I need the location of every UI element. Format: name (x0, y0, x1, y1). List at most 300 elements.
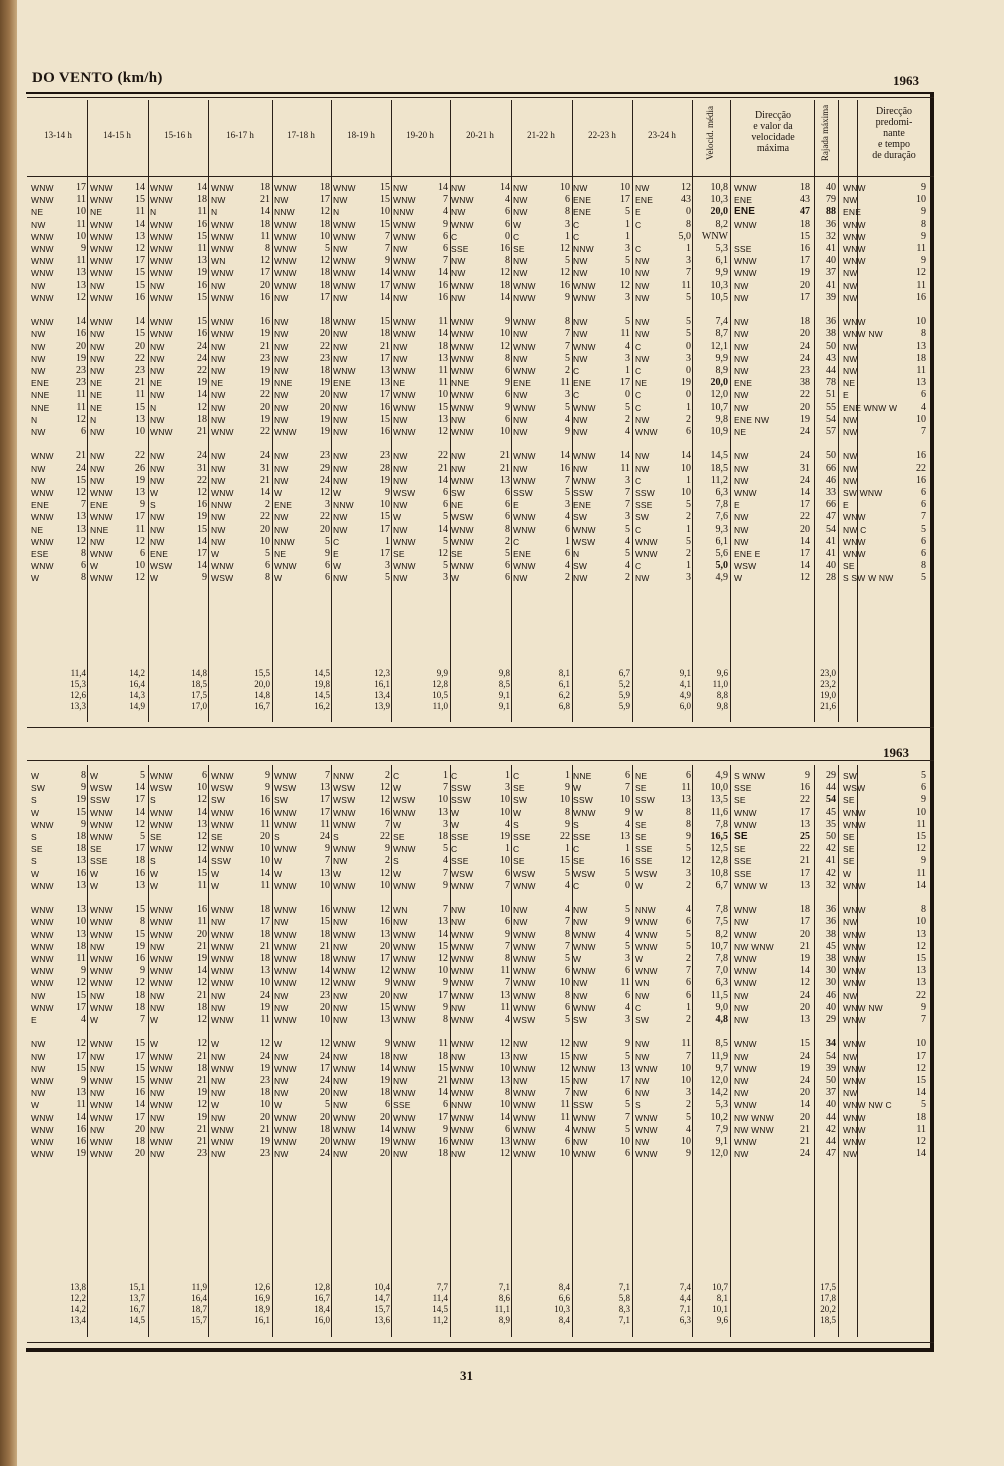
wind-speed: 16 (380, 916, 390, 928)
velocidade-media: 11,6 (710, 806, 728, 818)
velocidade-media: 6,7 (715, 879, 728, 891)
wind-speed: 9 (443, 879, 448, 891)
direccao-predominante: WNW (843, 807, 866, 818)
wind-direction: WNW (90, 195, 113, 206)
wind-speed: 14 (197, 806, 207, 818)
direccao-maxima: ENE (734, 195, 753, 206)
table-row (0, 965, 1004, 977)
wind-speed: 6 (443, 243, 448, 254)
direccao-predominante: WNW (843, 941, 866, 952)
wind-direction: NW (333, 856, 348, 867)
direccao-predominante: WNW NW (843, 1002, 883, 1013)
wind-speed: 9 (81, 965, 86, 977)
wind-direction: WNW (513, 1149, 536, 1160)
table-row (0, 389, 1004, 401)
wind-direction: NW (393, 524, 408, 535)
wind-direction: WNW (393, 427, 416, 437)
wind-direction: WNW (333, 807, 356, 818)
wind-direction: NW (150, 1002, 165, 1013)
wind-direction: NW (150, 366, 165, 376)
wind-speed: 4 (565, 1123, 570, 1135)
wind-speed: 18 (260, 218, 270, 230)
wind-speed: 13 (380, 1014, 390, 1025)
header-line: e valor da (753, 121, 793, 132)
wind-speed: 9 (686, 831, 691, 842)
wind-direction: WNW (90, 966, 113, 977)
wind-speed: 6 (565, 548, 570, 559)
wind-direction: ENE (573, 195, 592, 206)
wind-speed: 12 (197, 1014, 207, 1025)
wind-speed: 5 (443, 511, 448, 523)
wind-speed: 4 (565, 879, 570, 891)
wind-speed: 6 (625, 1087, 630, 1099)
direccao-predominante: WNW (843, 512, 866, 523)
wind-speed: 14 (135, 782, 145, 794)
duracao: 11 (916, 1123, 926, 1135)
wind-direction: W (451, 807, 460, 818)
wind-direction: WNW (211, 966, 234, 977)
wind-speed: 5 (140, 831, 145, 842)
wind-speed: 12 (76, 535, 86, 547)
velocidade-media-label: Velocid. média (705, 106, 715, 160)
wind-speed: 5 (625, 548, 630, 559)
direccao-maxima: NW (734, 524, 749, 535)
wind-speed: 20 (260, 1111, 270, 1123)
wind-speed: 8 (505, 1087, 510, 1099)
wind-direction: WNW (274, 929, 297, 940)
wind-speed: 17 (197, 548, 207, 559)
wind-direction: W (90, 1015, 99, 1025)
wind-speed: 4 (686, 1123, 691, 1135)
wind-direction: NW (333, 414, 348, 425)
wind-direction: WNW (211, 844, 234, 855)
wind-speed: 3 (385, 560, 390, 572)
wind-speed: 10 (500, 855, 510, 867)
rajada-maxima: 46 (826, 474, 836, 486)
velocidade-maxima: 15 (800, 230, 810, 242)
wind-speed: 6 (565, 1001, 570, 1013)
wind-direction: WNW (90, 978, 113, 989)
wind-speed: 5 (140, 770, 145, 781)
wind-speed: 5 (625, 1050, 630, 1062)
wind-direction: W (274, 856, 283, 867)
wind-speed: 20 (320, 1001, 330, 1013)
wind-speed: 10 (260, 1099, 270, 1111)
wind-speed: 4 (565, 511, 570, 523)
wind-direction: NW (393, 917, 408, 928)
wind-direction: NW (90, 1088, 105, 1099)
wind-speed: 18 (320, 316, 330, 328)
wind-speed: 5 (625, 523, 630, 535)
header-line: nante (883, 128, 905, 139)
velocidade-maxima: 22 (800, 843, 810, 855)
direccao-predominante: WNW (843, 1039, 866, 1050)
wind-speed: 11 (76, 1099, 86, 1111)
wind-speed: 16 (197, 328, 207, 340)
velocidade-maxima: 31 (800, 462, 810, 474)
wind-direction: WNW (274, 807, 297, 818)
velocidade-maxima: 17 (800, 806, 810, 818)
wind-speed: 12 (320, 1038, 330, 1050)
wind-speed: 20 (135, 1123, 145, 1135)
wind-direction: NW (393, 463, 408, 474)
wind-direction: WNW (635, 1149, 658, 1160)
wind-speed: 14 (380, 267, 390, 279)
wind-speed: 8 (265, 243, 270, 254)
wind-speed: 6 (81, 560, 86, 572)
wind-direction: NW (211, 341, 226, 352)
wind-speed: 14 (500, 182, 510, 193)
wind-speed: 2 (686, 413, 691, 425)
wind-direction: NW (513, 463, 528, 474)
wind-speed: 9 (325, 843, 330, 855)
wind-speed: 16 (438, 1136, 448, 1147)
wind-direction: W (150, 1015, 159, 1025)
wind-direction: WNW (31, 195, 54, 206)
wind-speed: 9 (202, 572, 207, 584)
direccao-predominante: WNW (843, 954, 866, 964)
wind-direction: W (150, 880, 159, 891)
velocidade-maxima: 17 (800, 548, 810, 559)
wind-speed: 12 (560, 243, 570, 254)
wind-speed: 1 (505, 843, 510, 855)
wind-speed: 3 (625, 291, 630, 303)
wind-speed: 9 (565, 782, 570, 794)
wind-direction: NW (513, 353, 528, 364)
wind-speed: 17 (438, 1111, 448, 1123)
velocidade-media: 4,9 (715, 770, 728, 781)
velocidade-media: 6,1 (715, 255, 728, 267)
duracao: 9 (921, 794, 926, 806)
stats-column: 14,2 16,4 14,3 14,9 (129, 668, 145, 711)
wind-direction: WNW (211, 488, 234, 498)
wind-direction: SSE (90, 856, 108, 867)
wind-direction: WNW (90, 807, 113, 818)
direccao-maxima: SE (734, 831, 748, 842)
wind-speed: 24 (320, 474, 330, 486)
wind-direction: WNW (635, 929, 658, 940)
duracao: 12 (916, 1136, 926, 1147)
wind-speed: 18 (320, 953, 330, 964)
wind-speed: 18 (380, 328, 390, 340)
wind-direction: WNW (333, 819, 356, 830)
wind-direction: NNW (333, 500, 354, 511)
stats-column: 10,4 14,7 15,7 13,6 (374, 1282, 390, 1325)
wind-direction: W (451, 819, 460, 830)
direccao-maxima: ENE (734, 378, 753, 389)
wind-direction: NW (333, 353, 348, 364)
wind-direction: WNW (573, 451, 596, 462)
wind-speed: 22 (320, 511, 330, 523)
wind-speed: 2 (686, 1014, 691, 1025)
wind-direction: S (150, 500, 156, 511)
velocidade-media: 7,0 (715, 965, 728, 977)
wind-speed: 17 (320, 794, 330, 806)
wind-direction: SW (513, 795, 528, 806)
direccao-maxima: SSE (734, 868, 752, 879)
rajada-maxima: 39 (826, 291, 836, 303)
wind-direction: SSW (90, 795, 110, 806)
direccao-maxima: W (734, 573, 743, 584)
wind-speed: 14 (500, 1111, 510, 1123)
wind-speed: 6 (565, 965, 570, 977)
wind-speed: 5 (565, 352, 570, 364)
direccao-maxima: NW (734, 317, 749, 328)
wind-direction: WNW (90, 512, 113, 523)
direccao-predominante: ENE WNW W (843, 402, 898, 413)
wind-speed: 15 (76, 474, 86, 486)
wind-direction: W (31, 1100, 40, 1111)
velocidade-maxima: 24 (800, 426, 810, 437)
wind-speed: 6 (625, 989, 630, 1001)
rajada-maxima: 41 (826, 243, 836, 254)
wind-speed: 20 (380, 989, 390, 1001)
velocidade-maxima: 20 (800, 1087, 810, 1099)
velocidade-media-header (700, 100, 720, 166)
wind-speed: 14 (76, 316, 86, 328)
wind-direction: W (211, 549, 220, 559)
wind-direction: WNW (393, 195, 416, 206)
wind-direction: WNW (513, 451, 536, 462)
wind-direction: WNW (333, 954, 356, 964)
wind-direction: NW (635, 573, 650, 584)
table-row (0, 831, 1004, 843)
wind-speed: 14 (438, 474, 448, 486)
wind-direction: E (513, 500, 519, 511)
wind-speed: 9 (385, 487, 390, 498)
wind-direction: NNE (31, 402, 50, 413)
wind-speed: 14 (197, 182, 207, 193)
wind-speed: 19 (76, 1148, 86, 1160)
wind-speed: 17 (135, 1111, 145, 1123)
hour-column-header: 13-14 h (44, 130, 72, 140)
wind-direction: WNW (393, 880, 416, 891)
wind-speed: 22 (320, 340, 330, 352)
wind-speed: 15 (135, 1075, 145, 1086)
wind-direction: NW (90, 536, 105, 547)
wind-direction: WNW (274, 941, 297, 952)
velocidade-maxima: 17 (800, 291, 810, 303)
wind-direction: WNW (513, 1112, 536, 1123)
wind-speed: 6 (265, 560, 270, 572)
wind-direction: NW (274, 1076, 289, 1086)
wind-direction: SE (90, 844, 102, 855)
wind-speed: 5 (385, 572, 390, 584)
wind-speed: 16 (135, 867, 145, 879)
velocidade-media: 6,3 (715, 977, 728, 989)
rajada-maxima: 42 (826, 843, 836, 855)
wind-direction: NW (150, 390, 165, 401)
wind-direction: NW (150, 451, 165, 462)
wind-direction: NW (513, 905, 528, 916)
wind-speed: 14 (681, 450, 691, 462)
wind-direction: NW (393, 292, 408, 303)
wind-direction: NW (31, 1088, 46, 1099)
direccao-maxima: NW (734, 390, 749, 401)
wind-speed: 23 (320, 450, 330, 462)
wind-direction: W (274, 1100, 283, 1111)
wind-speed: 12 (197, 1099, 207, 1111)
wind-speed: 16 (197, 279, 207, 291)
rajada-maxima: 44 (826, 782, 836, 794)
duracao: 9 (921, 182, 926, 193)
table-row (0, 524, 1004, 536)
rajada-maxima: 28 (826, 572, 836, 584)
wind-speed: 13 (681, 794, 691, 806)
header-line: de duração (872, 150, 916, 161)
wind-speed: 11 (76, 218, 86, 230)
table-row (0, 511, 1004, 523)
wind-speed: 5 (565, 401, 570, 413)
wind-speed: 2 (265, 499, 270, 511)
wind-speed: 6 (686, 770, 691, 781)
wind-direction: SE (513, 244, 525, 254)
wind-direction: WNW (635, 966, 658, 977)
wind-direction: NW (573, 573, 588, 584)
wind-direction: NW (573, 978, 588, 989)
wind-speed: 24 (260, 1050, 270, 1062)
wind-direction: WNW (393, 1088, 416, 1099)
wind-speed: 6 (505, 499, 510, 511)
duracao: 6 (921, 487, 926, 498)
wind-speed: 5 (443, 535, 448, 547)
stats-block (0, 668, 1004, 712)
wind-speed: 21 (260, 474, 270, 486)
wind-speed: 13 (320, 867, 330, 879)
wind-direction: WNW (451, 402, 474, 413)
wind-speed: 2 (686, 511, 691, 523)
wind-direction: S (393, 856, 399, 867)
wind-direction: WNW (90, 183, 113, 193)
table-row (0, 365, 1004, 377)
wind-speed: 5 (686, 843, 691, 855)
wind-direction: WNW (274, 1124, 297, 1135)
wind-speed: 3 (565, 218, 570, 230)
wind-speed: 13 (76, 879, 86, 891)
wind-speed: 16 (135, 1087, 145, 1099)
wind-speed: 6 (565, 523, 570, 535)
velocidade-media: 10,8 (710, 182, 728, 193)
wind-speed: 10 (500, 806, 510, 818)
velocidade-media: 8,2 (715, 928, 728, 940)
wind-direction: NW (333, 341, 348, 352)
wind-direction: NW (635, 1076, 650, 1086)
wind-speed: 7 (325, 770, 330, 781)
wind-speed: 11 (76, 255, 86, 267)
velocidade-media: 7,8 (715, 953, 728, 964)
wind-speed: 17 (380, 389, 390, 401)
wind-speed: 14 (438, 1087, 448, 1099)
wind-speed: 28 (380, 462, 390, 474)
wind-direction: WNW (573, 341, 596, 352)
wind-direction: NW (274, 402, 289, 413)
wind-direction: W (274, 1039, 283, 1050)
wind-direction: C (635, 524, 642, 535)
wind-direction: WNW (274, 268, 297, 279)
wind-direction: WNW (393, 402, 416, 413)
wind-direction: WNW (274, 1112, 297, 1123)
wind-direction: WNW (150, 256, 173, 267)
wind-direction: WNW (573, 1124, 596, 1135)
table-row (0, 475, 1004, 487)
wind-direction: SSW (451, 795, 471, 806)
wind-direction: WNW (150, 954, 173, 964)
direccao-maxima: WNW (734, 268, 757, 279)
wind-direction: N (211, 207, 218, 218)
wind-speed: 20 (320, 1111, 330, 1123)
wind-direction: WNW (451, 353, 474, 364)
wind-speed: 18 (135, 1136, 145, 1147)
wind-direction: WNW (211, 231, 234, 242)
wind-direction: NW (393, 990, 408, 1001)
wind-direction: NNW (333, 771, 354, 781)
direccao-predominante: E (843, 500, 849, 511)
wind-direction: WNW (393, 1002, 416, 1013)
wind-direction: WNW (451, 990, 474, 1001)
wind-speed: 3 (686, 572, 691, 584)
wind-speed: 12 (380, 794, 390, 806)
wind-speed: 8 (686, 218, 691, 230)
wind-direction: NNW (393, 207, 414, 218)
wind-speed: 18 (135, 1001, 145, 1013)
wind-direction: WNW (451, 1063, 474, 1074)
table-row (0, 819, 1004, 831)
header-line: e tempo (878, 139, 910, 150)
wind-direction: WNW (393, 954, 416, 964)
wind-speed: 10 (260, 855, 270, 867)
wind-direction: SW (451, 488, 466, 498)
duracao: 11 (916, 365, 926, 376)
wind-speed: 9 (265, 770, 270, 781)
wind-direction: NW (513, 329, 528, 340)
wind-direction: NW (274, 292, 289, 303)
wind-speed: 7 (565, 340, 570, 352)
wind-direction: NW (211, 451, 226, 462)
wind-direction: WNW (513, 317, 536, 328)
duracao: 13 (916, 977, 926, 989)
wind-speed: 15 (135, 1038, 145, 1050)
wind-direction: WNW (451, 929, 474, 940)
wind-speed: 24 (260, 989, 270, 1001)
wind-direction: NW (211, 990, 226, 1001)
wind-direction: WNW (451, 966, 474, 977)
direccao-predominante: NW (843, 268, 858, 279)
wind-speed: 7 (385, 818, 390, 830)
wind-direction: SW (635, 1015, 650, 1025)
wind-direction: NW (211, 1088, 226, 1099)
wind-speed: 21 (320, 940, 330, 952)
wind-speed: 18 (438, 1148, 448, 1160)
velocidade-media: 9,8 (715, 413, 728, 425)
wind-speed: 11 (681, 1038, 691, 1050)
velocidade-maxima: 24 (800, 989, 810, 1001)
wind-direction: SE (451, 549, 463, 559)
wind-direction: NW (393, 341, 408, 352)
wind-speed: 22 (438, 450, 448, 462)
wind-speed: 14 (438, 328, 448, 340)
wind-direction: NW (573, 905, 588, 916)
velocidade-maxima: 18 (800, 182, 810, 193)
wind-speed: 1 (686, 560, 691, 572)
duracao: 5 (921, 572, 926, 584)
wind-direction: NNE (573, 771, 592, 781)
wind-speed: 6 (505, 218, 510, 230)
duracao: 7 (921, 1014, 926, 1025)
velocidade-media: 11,5 (710, 989, 728, 1001)
wind-speed: 21 (500, 450, 510, 462)
wind-direction: WNW (393, 1112, 416, 1123)
wind-speed: 10 (620, 794, 630, 806)
